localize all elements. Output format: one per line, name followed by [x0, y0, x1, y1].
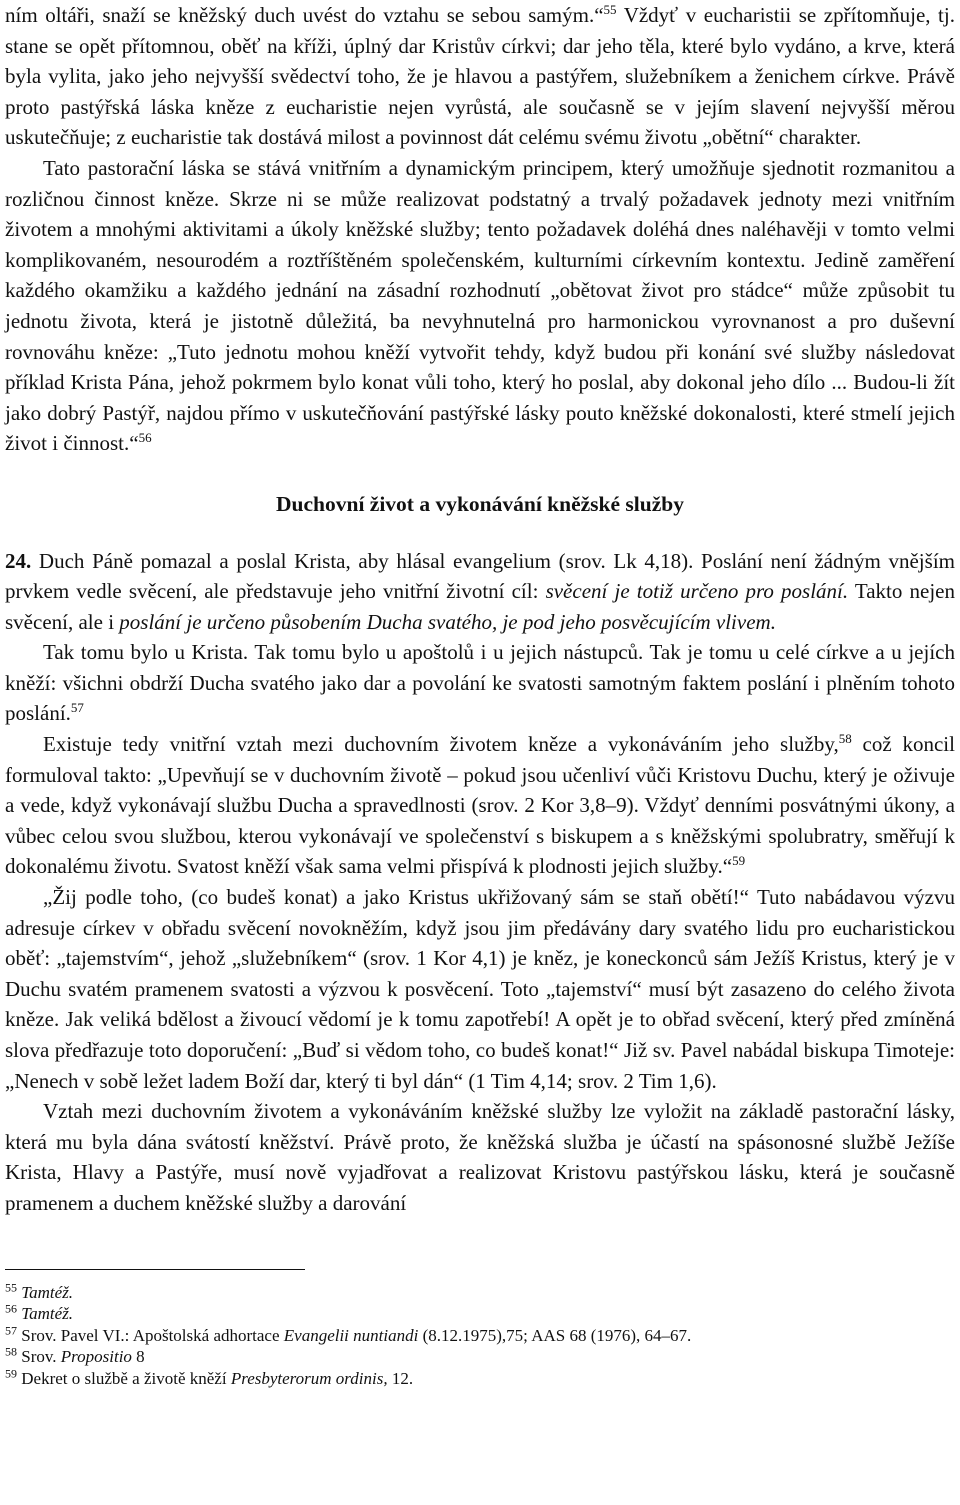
footnote-number: 57 — [5, 1322, 17, 1337]
paragraph-text: Vždyť v eucharistii se zpřítomňuje, tj. stane se opět přítomnou, oběť na kříži, úplný dar Kristův církvi; dar jeho těla, které bylo vydáno, a krve, která byla vylita, jako jeho nejvyšší svědectví toho, že je hlavou a pastýřem, služebníkem a ženichem církve. Právě proto pastýřská láska kněze z eucharistie nejen vyrůstá, ale současně se v jejím slavení nejvyšší měrou uskutečňuje; z eucharistie tak dostává milost a povinnost dát celému svému životu „obětní“ charakter. — [5, 3, 955, 150]
paragraph-relation — [5, 729, 955, 882]
footnote-divider — [5, 1269, 305, 1270]
italic-text: poslání je určeno působením Ducha svatého, je pod jeho posvěcujícím vlivem. — [119, 609, 776, 634]
paragraph-text: Takto nejen svěcení, ale i — [5, 579, 955, 634]
footnote-number: 59 — [5, 1365, 17, 1380]
footnote-55 — [5, 1279, 955, 1304]
footnote-text: (8.12.1975),75; AAS 68 (1976), 64–67. — [418, 1325, 692, 1345]
footnote-59 — [5, 1365, 955, 1390]
footnote-ref-59[interactable]: 59 — [732, 853, 746, 869]
paragraph-number: 24. — [5, 548, 32, 573]
paragraph-pastoral-love — [5, 153, 955, 459]
footnote-56 — [5, 1303, 955, 1325]
footnote-57 — [5, 1322, 955, 1347]
footnote-italic: Evangelii nuntiandi — [283, 1325, 419, 1345]
footnote-text: Srov. Pavel VI.: Apoštolská adhortace — [17, 1325, 284, 1345]
section-heading: Duchovní život a vykonávání kněžské služby — [276, 491, 684, 516]
footnote-ref-57[interactable]: 57 — [70, 700, 84, 716]
footnote-text: Dekret o službě a životě kněží — [17, 1368, 231, 1388]
paragraph-text: což koncil formuloval takto: „Upevňují se v duchovním životě – pokud jsou učenliví vůči Kristovu Duchu, který je oživuje a vede, když vykonávají službu Ducha a spravedlnosti (srov. 2 Kor 3,8–9). Vždyť denními posvátnými úkony, a vůbec celou svou službou, kterou vykonávají ve společenství s biskupem a s kněžskými spolubratry, směřují k dokonalému životu. Svatost kněží však sama velmi přispívá k plodnosti jejich služby.“ — [5, 732, 955, 879]
paragraph-last — [5, 1096, 955, 1218]
footnote-number: 58 — [5, 1344, 17, 1359]
paragraph-text: Tato pastorační láska se stává vnitřním a dynamickým principem, který umožňuje sjednotit rozmanitou a rozličnou činnost kněze. Skrze ni se může realizovat podstatný a trvalý požadavek jednoty mezi vnitřním životem a mnohými aktivitami a úkoly kněžské služby; tento požadavek doléhá dnes naléhavěji v tomto velmi komplikovaném, nesourodém a roztříštěném společenském, kulturními církevním kontextu. Jedině zaměření každého okamžiku a každého jednání na zásadní rozhodnutí „obětovat život pro stádce“ může způsobit tu jednotu života, která je jistotně důležitá, ba nevyhnutelná pro harmonickou vyrovnanost a pro duševní rovnováhu kněze: „Tuto jednotu mohou kněží vytvořit tehdy, když budou při konání své služby následovat příklad Krista Pána, jehož pokrmem bylo konat vůli toho, který ho poslal, aby dokonal jeho dílo ... Budou-li žít jako dobrý Pastýř, najdou přímo v uskutečňování pastýřské lásky pouto kněžské dokonalosti, které stmelí jejich život i činnost.“ — [5, 155, 955, 456]
footnote-ref-55[interactable]: 55 — [603, 2, 617, 17]
footnote-italic: Presbyterorum ordinis, — [230, 1368, 388, 1388]
paragraph-text: Existuje tedy vnitřní vztah mezi duchovním životem kněze a vykonáváním jeho služby, — [43, 732, 839, 757]
footnote-text: Srov. — [17, 1347, 61, 1367]
italic-text: svěcení je totiž určeno pro poslání. — [545, 579, 849, 604]
paragraph-text: ním oltáři, snaží se kněžský duch uvést do vztahu se sebou samým.“ — [5, 3, 604, 27]
paragraph-live — [5, 882, 955, 1096]
paragraph-text: „Žij podle toho, (co budeš konat) a jako Kristus ukřižovaný sám se staň obětí!“ Tuto nabádavou výzvu adresuje církev v obřadu svěcení novokněžím, když jsou jim předávány dary svatého lidu pro eucharistickou oběť: „tajemstvím“, jehož „služebníkem“ (srov. 1 Kor 4,1) je kněz, je koneckonců sám Ježíš Kristus, který je v Duchu svatém pramenem svatosti a výzvou k posvěcení. Toto „tajemství“ musí být zasazeno do celého života kněze. Jak veliká bdělost a živoucí vědomí je k tomu zapotřebí! A opět je to obřad svěcení, který před zmíněná slova předřazuje toto doporučení: „Buď si vědom toho, co budeš konat!“ Již sv. Pavel nabádal biskupa Timoteje: „Nenech v sobě ležet ladem Boží dar, který ti byl dán“ (1 Tim 4,14; srov. 2 Tim 1,6). — [5, 885, 955, 1093]
paragraph-text: Tak tomu bylo u Krista. Tak tomu bylo u apoštolů i u jejich nástupců. Tak je tomu u celé církve a u jejích kněží: všichni obdrží Ducha svatého jako dar a povolání ke svatosti samotným faktem poslání i plněním tohoto poslání. — [5, 640, 955, 726]
paragraph-continuation — [5, 0, 955, 153]
footnote-text: 12. — [387, 1368, 414, 1388]
footnotes — [5, 1279, 955, 1390]
footnote-58 — [5, 1346, 955, 1368]
document-page — [5, 0, 955, 1389]
paragraph-24 — [5, 546, 955, 638]
paragraph-christ — [5, 637, 955, 729]
footnote-text: 8 — [131, 1347, 145, 1367]
footnote-italic: Tamtéž. — [21, 1304, 74, 1324]
footnote-italic: Propositio — [60, 1347, 132, 1367]
footnote-italic: Tamtéž. — [21, 1282, 74, 1302]
paragraph-text: Duch Páně pomazal a poslal Krista, aby hlásal evangelium (srov. Lk 4,18). Poslání není žádným vnějším prvkem vedle svěcení, ale představuje jeho vnitřní životní cíl: — [5, 548, 955, 604]
paragraph-text: Vztah mezi duchovním životem a vykonáváním kněžské služby lze vyložit na základě pastorační lásky, která mu byla dána svátostí kněžství. Právě proto, že kněžská služba je účastí na spásonosné službě Ježíše Krista, Hlavy a Pastýře, musí nově vyjadřovat a realizovat Kristovu pastýřskou lásku, která je současně pramenem a duchem kněžské služby a darování — [5, 1099, 955, 1215]
footnote-number: 56 — [5, 1301, 17, 1316]
footnote-number: 55 — [5, 1279, 17, 1294]
footnote-ref-56[interactable]: 56 — [138, 430, 152, 446]
footnote-ref-58[interactable]: 58 — [838, 731, 852, 747]
